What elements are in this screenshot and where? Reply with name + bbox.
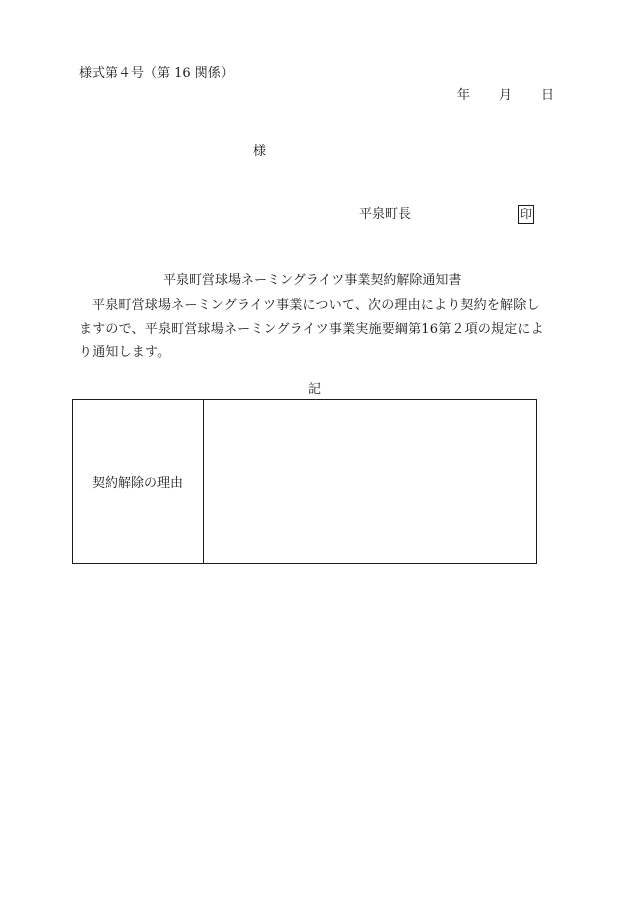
seal-mark: 印 [518,205,534,224]
reason-label-cell [73,400,204,563]
reason-value-cell[interactable] [204,400,536,563]
date-year-label: 年 [457,88,471,103]
form-number: 様式第４号（第 16 関係） [79,66,234,81]
issuer-name: 平泉町長 [359,207,412,222]
ki-heading: 記 [308,382,322,397]
reason-label: 契約解除の理由 [92,476,184,491]
recipient-honorific: 様 [253,144,267,159]
reason-table [72,399,537,564]
date-line [457,88,557,104]
document-title: 平泉町営球場ネーミングライツ事業契約解除通知書 [163,273,462,288]
date-day-label: 日 [541,88,555,103]
document-body: 平泉町営球場ネーミングライツ事業について、次の理由により契約を解除しますので、平泉町営球場ネーミングライツ事業実施要綱第16第２項の規定により通知します。 [79,298,544,360]
date-month-label: 月 [499,88,513,103]
